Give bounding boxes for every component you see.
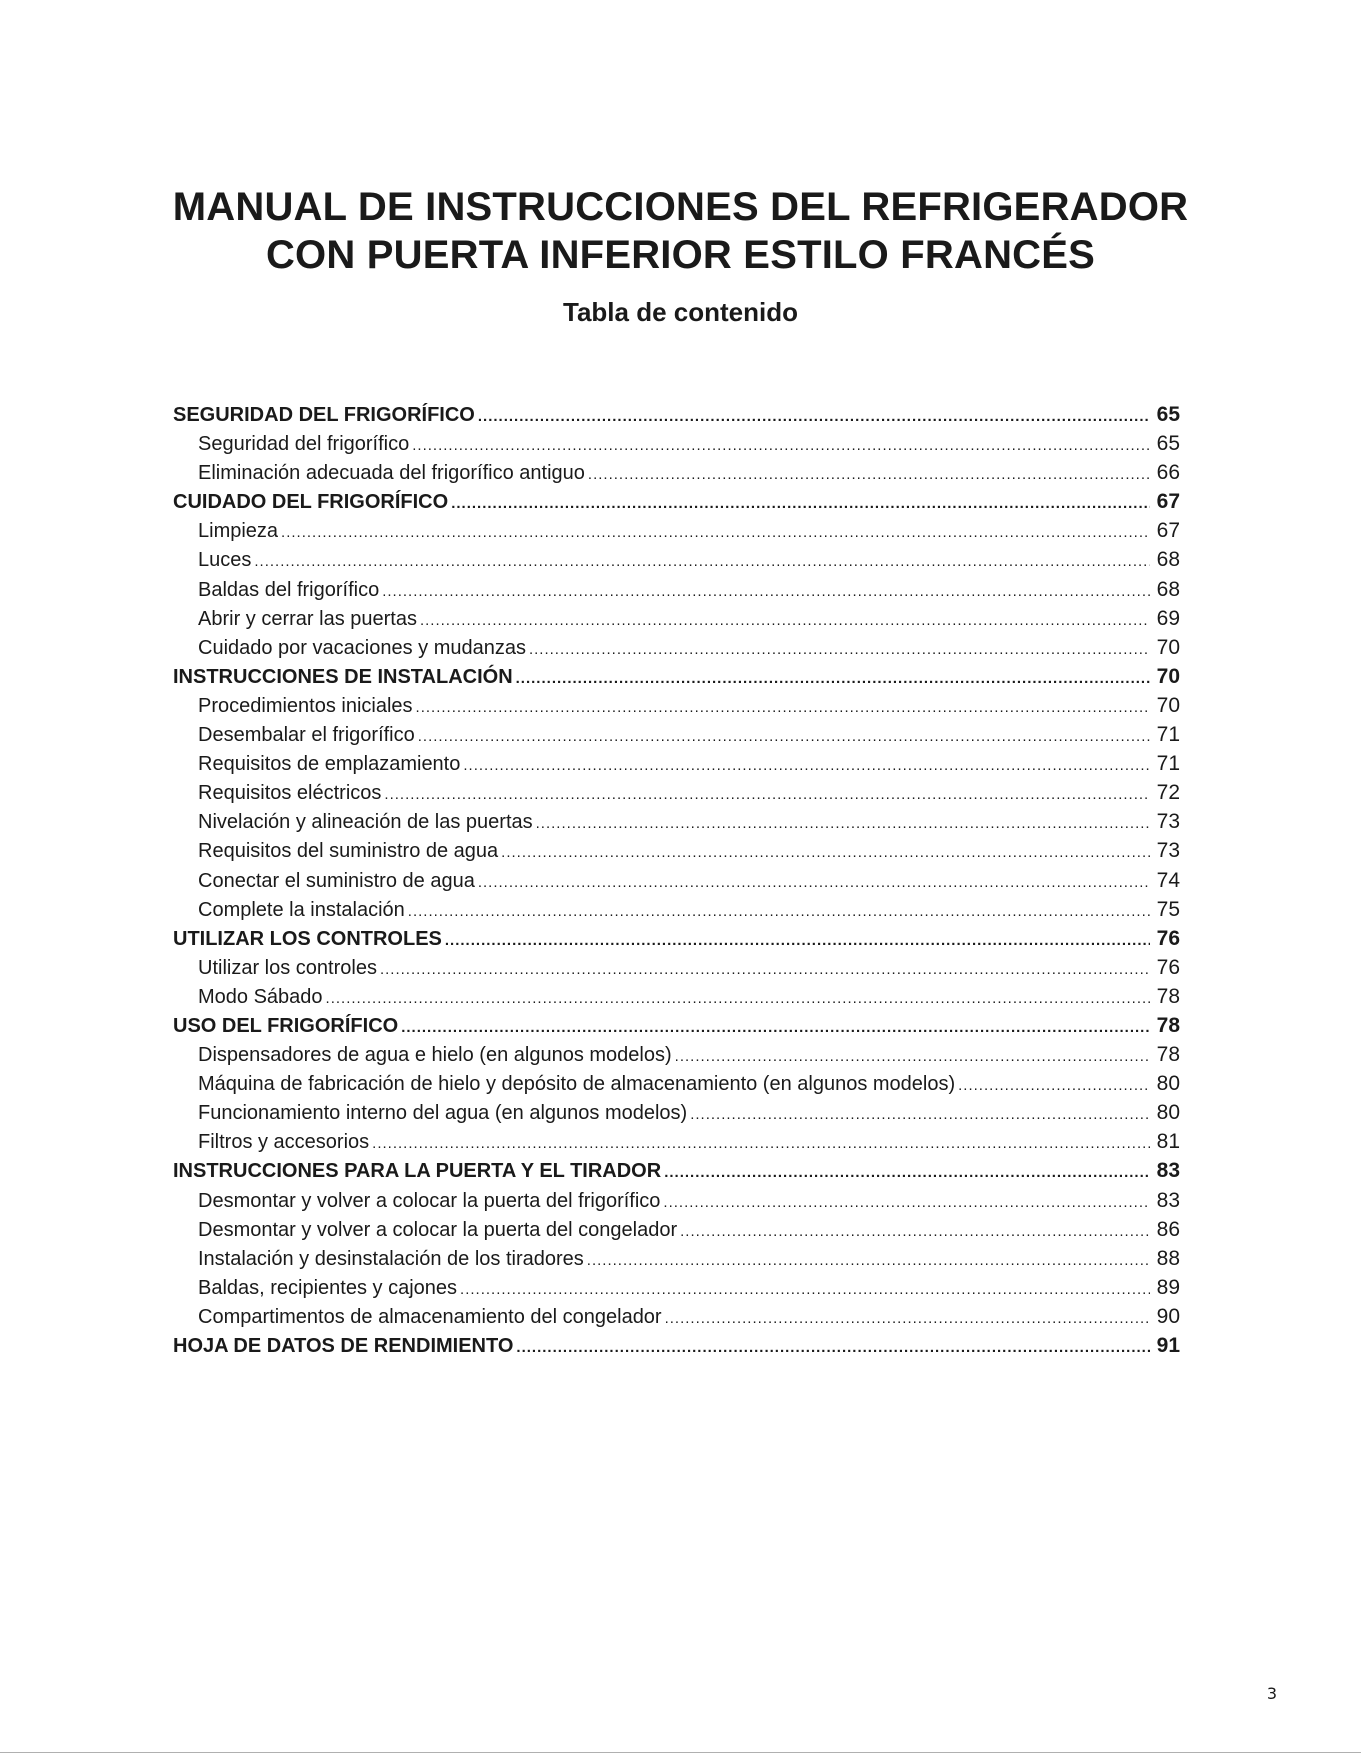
toc-section[interactable] bbox=[173, 924, 1180, 953]
toc-entry[interactable] bbox=[173, 545, 1180, 574]
toc-label: Cuidado por vacaciones y mudanzas bbox=[198, 636, 526, 659]
toc-entry[interactable] bbox=[173, 1127, 1180, 1156]
toc-page-number: 66 bbox=[1156, 461, 1180, 485]
dot-leader bbox=[664, 1158, 1150, 1187]
dot-leader bbox=[516, 1333, 1150, 1362]
toc-label: Requisitos del suministro de agua bbox=[198, 840, 499, 863]
toc-label: Requisitos de emplazamiento bbox=[198, 753, 461, 776]
dot-leader bbox=[680, 1217, 1150, 1246]
toc-page-number: 65 bbox=[1156, 432, 1180, 456]
dot-leader bbox=[326, 984, 1150, 1013]
dot-leader bbox=[536, 809, 1150, 838]
toc-label: CUIDADO DEL FRIGORÍFICO bbox=[173, 491, 449, 514]
toc-page-number: 88 bbox=[1156, 1246, 1180, 1270]
dot-leader bbox=[478, 868, 1150, 897]
dot-leader bbox=[451, 489, 1150, 518]
dot-leader bbox=[958, 1071, 1150, 1100]
toc-label: Desembalar el frigorífico bbox=[198, 724, 415, 747]
dot-leader bbox=[587, 1246, 1150, 1275]
toc-entry[interactable] bbox=[173, 866, 1180, 895]
toc-label: Requisitos eléctricos bbox=[198, 782, 382, 805]
toc-page-number: 83 bbox=[1156, 1159, 1180, 1183]
toc-label: Filtros y accesorios bbox=[198, 1131, 370, 1154]
dot-leader bbox=[372, 1129, 1150, 1158]
toc-entry[interactable] bbox=[173, 895, 1180, 924]
toc-label: Máquina de fabricación de hielo y depósito de almacenamiento (en algunos modelos) bbox=[198, 1073, 956, 1096]
toc-label: Limpieza bbox=[198, 520, 279, 543]
toc-section[interactable] bbox=[173, 1011, 1180, 1040]
toc-entry[interactable] bbox=[173, 458, 1180, 487]
toc-label: UTILIZAR LOS CONTROLES bbox=[173, 927, 442, 950]
toc-page-number: 76 bbox=[1156, 955, 1180, 979]
toc-entry[interactable] bbox=[173, 807, 1180, 836]
toc-label: INSTRUCCIONES DE INSTALACIÓN bbox=[173, 665, 513, 688]
toc-page-number: 65 bbox=[1156, 403, 1180, 426]
toc-page-number: 69 bbox=[1156, 606, 1180, 630]
dot-leader bbox=[675, 1042, 1150, 1071]
title-line-2: CON PUERTA INFERIOR ESTILO FRANCÉS bbox=[265, 233, 1096, 277]
toc-section[interactable] bbox=[173, 487, 1180, 516]
toc-page-number: 75 bbox=[1156, 897, 1180, 921]
dot-leader bbox=[663, 1188, 1150, 1217]
toc-entry[interactable] bbox=[173, 575, 1180, 604]
toc-entry[interactable] bbox=[173, 1069, 1180, 1098]
dot-leader bbox=[418, 722, 1150, 751]
toc-page-number: 86 bbox=[1156, 1217, 1180, 1241]
toc-label: INSTRUCCIONES PARA LA PUERTA Y EL TIRADOR bbox=[173, 1160, 662, 1183]
dot-leader bbox=[281, 518, 1150, 547]
toc-entry[interactable] bbox=[173, 953, 1180, 982]
toc-label: Utilizar los controles bbox=[198, 956, 377, 979]
dot-leader bbox=[384, 780, 1150, 809]
dot-leader bbox=[516, 664, 1150, 693]
toc-page-number: 80 bbox=[1156, 1072, 1180, 1096]
toc-entry[interactable] bbox=[173, 720, 1180, 749]
dot-leader bbox=[478, 402, 1150, 431]
toc-label: Abrir y cerrar las puertas bbox=[198, 607, 417, 630]
toc-entry[interactable] bbox=[173, 516, 1180, 545]
toc-label: Desmontar y volver a colocar la puerta del congelador bbox=[198, 1218, 678, 1241]
toc-page-number: 73 bbox=[1156, 810, 1180, 834]
toc-entry[interactable] bbox=[173, 1098, 1180, 1127]
page-title bbox=[0, 183, 1361, 279]
toc-page-number: 90 bbox=[1156, 1304, 1180, 1328]
toc-page-number: 78 bbox=[1156, 984, 1180, 1008]
dot-leader bbox=[460, 1275, 1150, 1304]
toc-page-number: 70 bbox=[1156, 635, 1180, 659]
toc-label: Seguridad del frigorífico bbox=[198, 433, 410, 456]
dot-leader bbox=[420, 606, 1150, 635]
toc-entry[interactable] bbox=[173, 982, 1180, 1011]
dot-leader bbox=[412, 431, 1150, 460]
toc-page-number: 71 bbox=[1156, 723, 1180, 747]
toc-label: Desmontar y volver a colocar la puerta del frigorífico bbox=[198, 1189, 661, 1212]
title-line-1: MANUAL DE INSTRUCCIONES DEL REFRIGERADOR bbox=[172, 185, 1189, 229]
toc-page-number: 73 bbox=[1156, 839, 1180, 863]
page-number: 3 bbox=[1266, 1684, 1277, 1703]
toc-entry[interactable] bbox=[173, 429, 1180, 458]
dot-leader bbox=[690, 1100, 1150, 1129]
toc-page-number: 91 bbox=[1156, 1334, 1180, 1357]
toc-page-number: 76 bbox=[1156, 926, 1180, 950]
toc-page-number: 74 bbox=[1156, 868, 1180, 892]
toc-page-number: 83 bbox=[1156, 1188, 1180, 1212]
toc-entry[interactable] bbox=[173, 1244, 1180, 1273]
toc-label: SEGURIDAD DEL FRIGORÍFICO bbox=[173, 404, 475, 426]
toc-page-number: 67 bbox=[1156, 519, 1180, 543]
dot-leader bbox=[463, 751, 1150, 780]
toc-entry[interactable] bbox=[173, 604, 1180, 633]
dot-leader bbox=[665, 1304, 1150, 1333]
toc-label: Modo Sábado bbox=[198, 985, 323, 1008]
toc-page-number: 72 bbox=[1156, 781, 1180, 805]
toc-label: Luces bbox=[198, 549, 252, 572]
dot-leader bbox=[416, 693, 1150, 722]
toc-page-number: 68 bbox=[1156, 577, 1180, 601]
toc-label: Eliminación adecuada del frigorífico antiguo bbox=[198, 462, 585, 485]
toc-page-number: 89 bbox=[1156, 1275, 1180, 1299]
dot-leader bbox=[408, 897, 1150, 926]
toc-label: HOJA DE DATOS DE RENDIMIENTO bbox=[173, 1335, 514, 1357]
toc-entry[interactable] bbox=[173, 633, 1180, 662]
toc-label: Baldas, recipientes y cajones bbox=[198, 1276, 458, 1299]
toc-page-number: 78 bbox=[1156, 1013, 1180, 1037]
toc-entry[interactable] bbox=[173, 1040, 1180, 1069]
toc-entry[interactable] bbox=[173, 778, 1180, 807]
dot-leader bbox=[588, 460, 1150, 489]
table-of-contents bbox=[173, 400, 1180, 1360]
toc-label: USO DEL FRIGORÍFICO bbox=[173, 1014, 399, 1037]
toc-label: Compartimentos de almacenamiento del congelador bbox=[198, 1305, 662, 1328]
dot-leader bbox=[529, 635, 1150, 664]
toc-section[interactable] bbox=[173, 1156, 1180, 1185]
toc-entry[interactable] bbox=[173, 836, 1180, 865]
toc-page-number: 71 bbox=[1156, 752, 1180, 776]
toc-label: Nivelación y alineación de las puertas bbox=[198, 811, 533, 834]
dot-leader bbox=[401, 1013, 1150, 1042]
toc-entry[interactable] bbox=[173, 749, 1180, 778]
toc-page-number: 78 bbox=[1156, 1043, 1180, 1067]
toc-label: Procedimientos iniciales bbox=[198, 694, 413, 717]
dot-leader bbox=[380, 955, 1150, 984]
bottom-divider bbox=[0, 1752, 1361, 1753]
toc-section[interactable] bbox=[173, 400, 1180, 429]
toc-page-number: 70 bbox=[1156, 693, 1180, 717]
toc-label: Instalación y desinstalación de los tiradores bbox=[198, 1247, 584, 1270]
toc-entry[interactable] bbox=[173, 1215, 1180, 1244]
toc-page-number: 68 bbox=[1156, 548, 1180, 572]
toc-entry[interactable] bbox=[173, 691, 1180, 720]
toc-section[interactable] bbox=[173, 1331, 1180, 1360]
toc-entry[interactable] bbox=[173, 1186, 1180, 1215]
toc-entry[interactable] bbox=[173, 1273, 1180, 1302]
dot-leader bbox=[501, 838, 1150, 867]
toc-label: Dispensadores de agua e hielo (en algunos modelos) bbox=[198, 1044, 672, 1067]
toc-label: Conectar el suministro de agua bbox=[198, 869, 475, 892]
dot-leader bbox=[254, 547, 1150, 576]
toc-label: Complete la instalación bbox=[198, 898, 405, 921]
toc-page-number: 81 bbox=[1156, 1130, 1180, 1154]
toc-page-number: 70 bbox=[1156, 664, 1180, 688]
toc-page-number: 80 bbox=[1156, 1101, 1180, 1125]
toc-label: Baldas del frigorífico bbox=[198, 578, 380, 601]
toc-section[interactable] bbox=[173, 662, 1180, 691]
toc-label: Funcionamiento interno del agua (en algunos modelos) bbox=[198, 1102, 688, 1125]
toc-page-number: 67 bbox=[1156, 490, 1180, 514]
dot-leader bbox=[445, 926, 1150, 955]
toc-heading: Tabla de contenido bbox=[563, 297, 798, 327]
toc-entry[interactable] bbox=[173, 1302, 1180, 1331]
dot-leader bbox=[382, 577, 1150, 606]
